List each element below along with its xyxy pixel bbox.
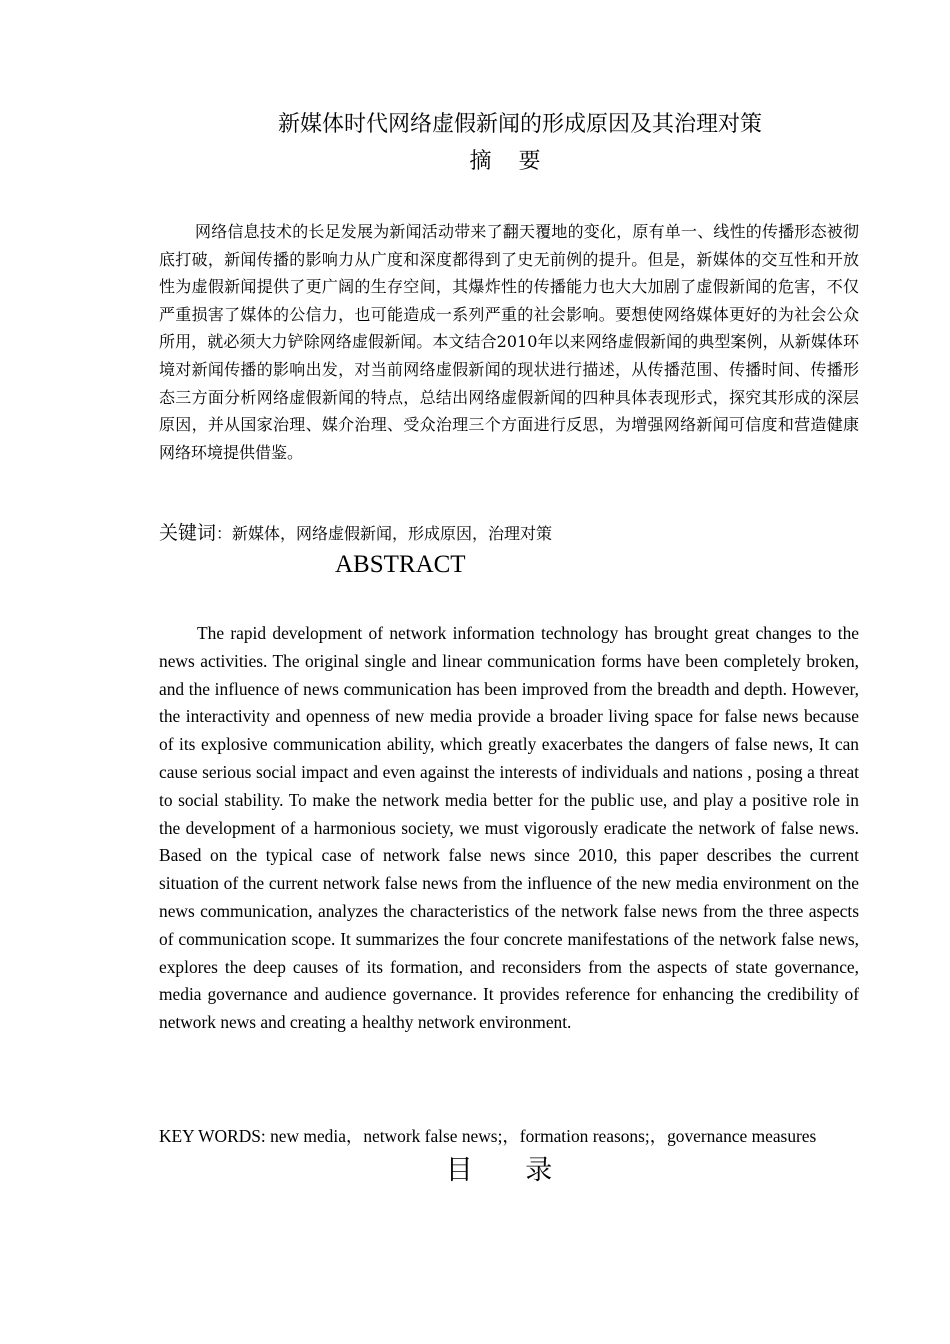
abstract-body-english: The rapid development of network information technology has brought great changes to the news activities. The original single and linear communication forms have been completely broken, and the influence of news communication has been improved from the breadth and depth. However, the interactivity and openness of new media provide a broader living space for false news because of its explosive communication ability, which greatly exacerbates the dangers of false news, It can cause serious social impact and even against the interests of individuals and nations , posing a threat to social stability. To make the network media better for the public use, and play a positive role in the development of a harmonious society, we must vigorously eradicate the network of false news. Based on the typical case of network false news since 2010, this paper describes the current situation of the current network false news from the influence of the new media environment on the news communication, analyzes the characteristics of the network false news from the three aspects of communication scope. It summarizes the four concrete manifestations of the network false news, explores the deep causes of its formation, and reconsiders from the aspects of state governance, media governance and audience governance. It provides reference for enhancing the credibility of network news and creating a healthy network environment. [159,623,859,1033]
page-title: 新媒体时代网络虚假新闻的形成原因及其治理对策 [277,112,762,137]
keywords-chinese [159,519,552,548]
table-of-contents-heading: 目 录 [445,1155,575,1186]
abstract-body-chinese: 网络信息技术的长足发展为新闻活动带来了翻天覆地的变化，原有单一、线性的传播形态被彻底打破，新闻传播的影响力从广度和深度都得到了史无前例的提升。但是，新媒体的交互性和开放性为虚假新闻提供了更广阔的生存空间，其爆炸性的传播能力也大大加剧了虚假新闻的危害，不仅严重损害了媒体的公信力，也可能造成一系列严重的社会影响。要想使网络媒体更好的为社会公众所用，就必须大力铲除网络虚假新闻。本文结合2010年以来网络虚假新闻的典型案例，从新媒体环境对新闻传播的影响出发，对当前网络虚假新闻的现状进行描述，从传播范围、传播时间、传播形态三方面分析网络虚假新闻的特点，总结出网络虚假新闻的四种具体表现形式，探究其形成的深层原因，并从国家治理、媒介治理、受众治理三个方面进行反思，为增强网络新闻可信度和营造健康网络环境提供借鉴。 [159,222,859,462]
keywords-chinese-label: 关键词 [159,522,217,544]
abstract-heading-english: ABSTRACT [335,551,466,578]
abstract-heading-chinese: 摘 要 [469,149,551,174]
keywords-english: KEY WORDS: new media，network false news;，formation reasons;，governance measures [159,1126,817,1146]
keywords-chinese-values: 新媒体，网络虚假新闻，形成原因，治理对策 [232,524,553,543]
keywords-chinese-separator: ： [216,524,233,543]
